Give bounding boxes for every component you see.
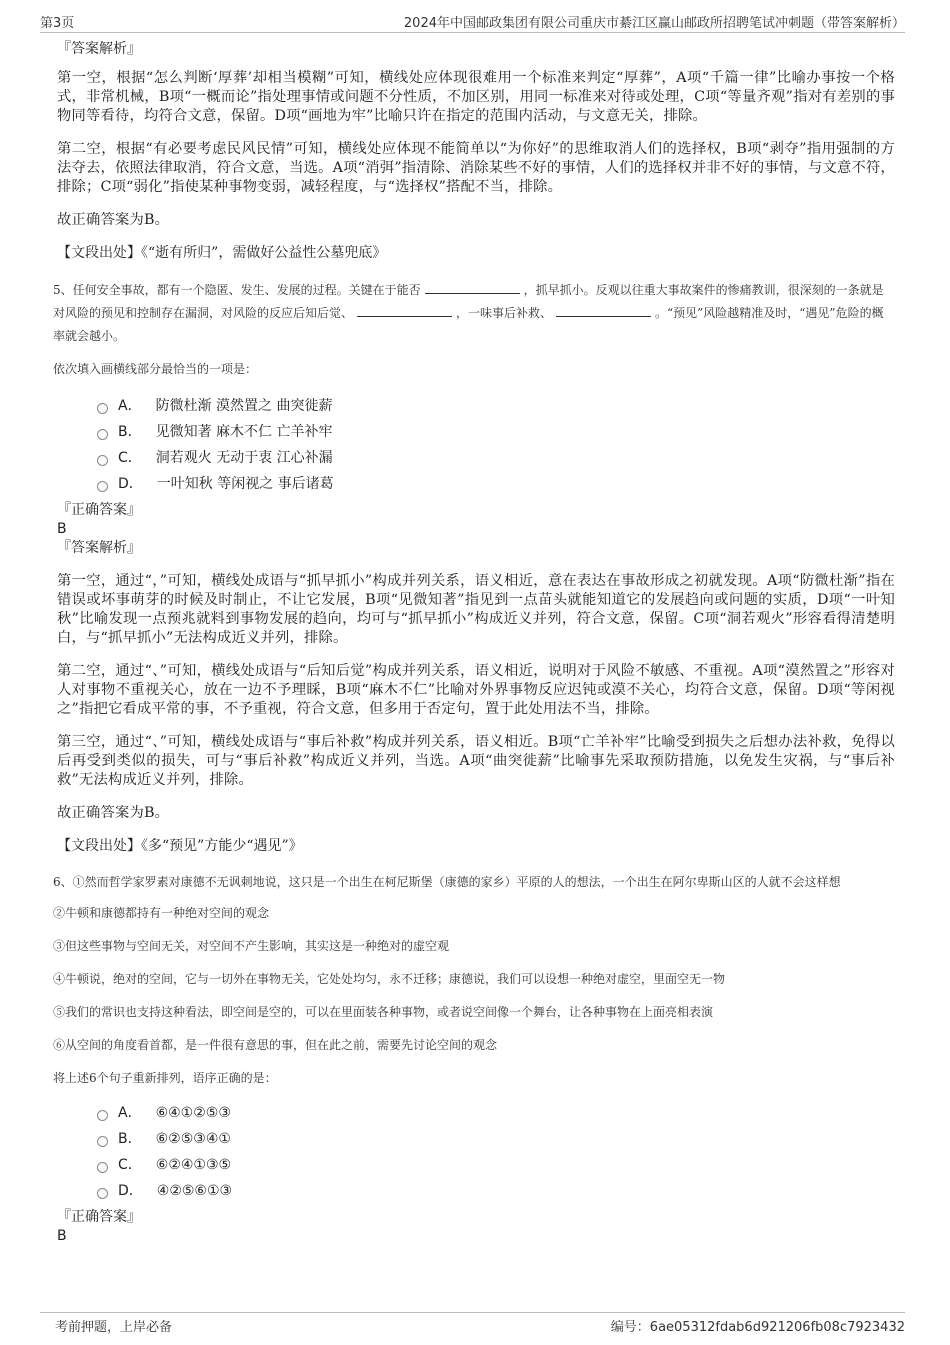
q6-correct-answer: B	[57, 1228, 67, 1244]
q6-sentence-1: 6、①然而哲学家罗素对康德不无讽刺地说，这只是一个出生在柯尼斯堡（康德的家乡）平原的人的想法，一个出生在阿尔卑斯山区的人就不会这样想	[53, 875, 841, 889]
q5-option-c[interactable]: C． 洞若观火 无动于衷 江心补漏	[97, 445, 895, 471]
q5-correct-answer: B	[57, 521, 67, 537]
q5-analysis-p1: 第一空，通过“，”可知，横线处成语与“抓早抓小”构成并列关系，语义相近，意在表达在事故形成之初就发现。A项“防微杜渐”指在错误或坏事萌芽的时候及时制止，不让它发展，B项“见微知著”指见到一点苗头就能知道它的发展趋向或问题的实质，D项“一叶知秋”比喻发现一点预兆就料到事物发展的趋向，均可与“抓早抓小”构成近义并列，符合文意，保留。C项“洞若观火”形容看得清楚明白，与“抓早抓小”无法构成近义并列，排除。	[57, 573, 895, 646]
q5-option-a[interactable]: A． 防微杜渐 漠然置之 曲突徙薪	[97, 393, 895, 419]
q5-analysis-p3: 第三空，通过“、”可知，横线处成语与“事后补救”构成并列关系，语义相近。B项“亡羊补牢”比喻受到损失之后想办法补救，免得以后再受到类似的损失，可与“事后补救”构成近义并列，当选。A项“曲突徙薪”比喻事先采取预防措施，以免发生灾祸，与“事后补救”无法构成近义并列，排除。	[57, 734, 895, 788]
q5-stem-part2: ，抓早抓小。反观以往重大事故案件的惨痛教训，很深刻的一条就是对风险的预见和控制存在漏洞，对风险的反应后知后觉、	[53, 283, 884, 320]
q6-sentence-3: ③但这些事物与空间无关，对空间不产生影响，其实这是一种绝对的虚空观	[53, 939, 450, 953]
q4-analysis-label: 『答案解析』	[57, 41, 141, 57]
document-title: 2024年中国邮政集团有限公司重庆市綦江区赢山邮政所招聘笔试冲刺题（带答案解析）	[403, 16, 905, 31]
q5-blank-3	[556, 303, 651, 317]
q6-options	[97, 1100, 895, 1204]
q5-options	[97, 393, 895, 497]
q5-blank-2	[357, 303, 452, 317]
q6-option-a[interactable]: A． ⑥④①②⑤③	[97, 1100, 895, 1126]
document-id: 编号：6ae05312fdab6d921206fb08c7923432	[610, 1320, 905, 1335]
q6-sentence-5: ⑤我们的常识也支持这种看法，即空间是空的，可以在里面装各种事物，或者说空间像一个舞台，让各种事物在上面亮相表演	[53, 1005, 714, 1019]
radio-icon[interactable]	[97, 1188, 108, 1199]
q5-option-d[interactable]: D． 一叶知秋 等闲视之 事后诸葛	[97, 471, 895, 497]
q5-conclusion: 故正确答案为B。	[57, 805, 170, 821]
q6-prompt: 将上述6个句子重新排列，语序正确的是：	[53, 1071, 277, 1085]
q6-sentence-6: ⑥从空间的角度看首都，是一件很有意思的事，但在此之前，需要先讨论空间的观念	[53, 1038, 498, 1052]
q5-correct-label: 『正确答案』	[57, 502, 141, 518]
q6-option-b[interactable]: B． ⑥②⑤③④①	[97, 1126, 895, 1152]
page-number: 第3页	[40, 16, 75, 31]
document-content	[53, 40, 895, 1246]
radio-icon[interactable]	[97, 403, 108, 414]
q5-source: 【文段出处】《多“预见”方能少“遇见”》	[57, 838, 303, 854]
q4-source: 【文段出处】《“逝有所归”，需做好公益性公墓兜底》	[57, 245, 387, 261]
radio-icon[interactable]	[97, 1136, 108, 1147]
q6-option-d[interactable]: D． ④②⑤⑥①③	[97, 1178, 895, 1204]
q5-stem-part3: ，一味事后补救、	[456, 306, 553, 320]
q5-prompt: 依次填入画横线部分最恰当的一项是：	[53, 362, 258, 376]
radio-icon[interactable]	[97, 1162, 108, 1173]
q4-conclusion: 故正确答案为B。	[57, 212, 170, 228]
q4-analysis-p1: 第一空，根据“怎么判断‘厚葬’却相当模糊”可知，横线处应体现很难用一个标准来判定“厚葬”，A项“千篇一律”比喻办事按一个格式，非常机械，B项“一概而论”指处理事情或问题不分性质，不加区别，用同一标准来对待或处理，C项“等量齐观”指对有差别的事物同等看待，均符合文意，保留。D项“画地为牢”比喻只许在指定的范围内活动，与文意无关，排除。	[57, 70, 895, 124]
q5-stem	[53, 279, 895, 348]
q6-correct-label: 『正确答案』	[57, 1209, 141, 1225]
q6-sentence-4: ④牛顿说，绝对的空间，它与一切外在事物无关，它处处均匀，永不迁移；康德说，我们可以设想一种绝对虚空，里面空无一物	[53, 972, 726, 986]
radio-icon[interactable]	[97, 429, 108, 440]
q5-stem-part1: 5、任何安全事故，都有一个隐匿、发生、发展的过程。关键在于能否	[53, 283, 421, 297]
q6-sentence-2: ②牛顿和康德都持有一种绝对空间的观念	[53, 906, 270, 920]
page-footer	[40, 1312, 905, 1337]
q5-stem-part4: 。“预见”风险越精准及时，“遇见”危险的概率就会越小。	[53, 306, 884, 343]
footer-slogan: 考前押题，上岸必备	[55, 1320, 173, 1335]
q5-analysis-label: 『答案解析』	[57, 540, 141, 556]
q5-blank-1	[425, 280, 520, 294]
radio-icon[interactable]	[97, 455, 108, 466]
q4-analysis-p2: 第二空，根据“有必要考虑民风民情”可知，横线处应体现不能简单以“为你好”的思维取消人们的选择权，B项“剥夺”指用强制的方法夺去，依照法律取消，符合文意，当选。A项“消弭”指清除、消除某些不好的事情，人们的选择权并非不好的事情，与文意不符，排除；C项“弱化”指使某种事物变弱，减轻程度，与“选择权”搭配不当，排除。	[57, 141, 895, 195]
page-header	[40, 10, 905, 33]
radio-icon[interactable]	[97, 1110, 108, 1121]
radio-icon[interactable]	[97, 481, 108, 492]
q6-option-c[interactable]: C． ⑥②④①③⑤	[97, 1152, 895, 1178]
q5-analysis-p2: 第二空，通过“、”可知，横线处成语与“后知后觉”构成并列关系，语义相近，说明对于风险不敏感、不重视。A项“漠然置之”形容对人对事物不重视关心，放在一边不予理睬，B项“麻木不仁”比喻对外界事物反应迟钝或漠不关心，均符合文意，保留。D项“等闲视之”指把它看成平常的事，不予重视，符合文意，但多用于否定句，置于此处用法不当，排除。	[57, 663, 895, 717]
q5-option-b[interactable]: B． 见微知著 麻木不仁 亡羊补牢	[97, 419, 895, 445]
